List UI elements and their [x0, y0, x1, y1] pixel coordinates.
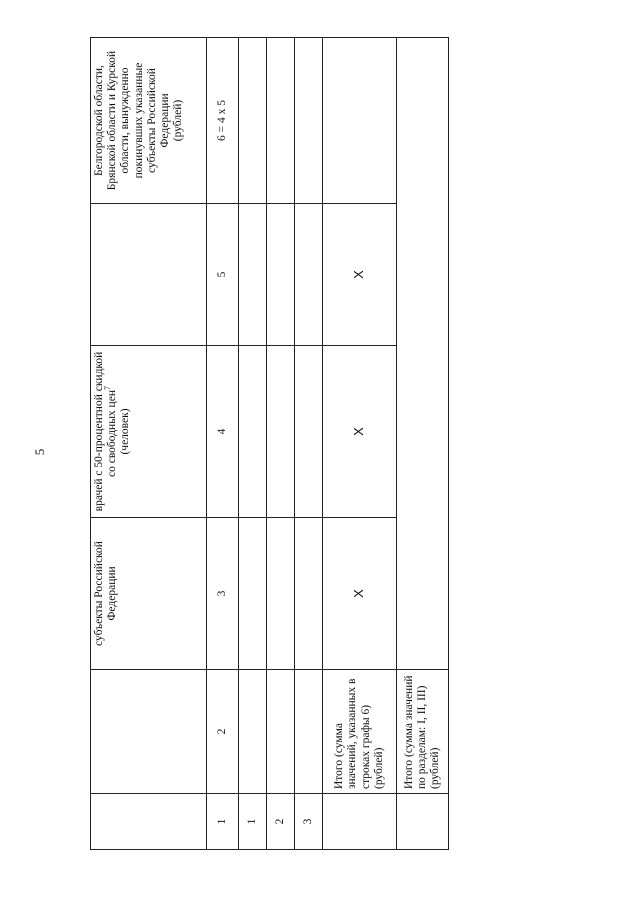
index-cell-1: 1	[207, 794, 239, 850]
document-table-area	[90, 38, 446, 850]
footnote-marker: 7	[103, 386, 113, 391]
row-number: 1	[239, 794, 267, 850]
index-cell-5: 5	[207, 204, 239, 346]
header-col-4-unit: (человек)	[119, 408, 132, 455]
header-col-6	[91, 38, 207, 204]
header-col-2	[91, 670, 207, 794]
index-cell-2: 2	[207, 670, 239, 794]
table-cell	[239, 518, 267, 670]
not-applicable-mark: X	[323, 204, 397, 346]
table-cell	[295, 38, 323, 204]
header-col-4-text: врачей с 50-процентной скидкой со свободных цен	[93, 351, 119, 512]
table-row	[239, 38, 267, 850]
table-cell	[239, 38, 267, 204]
subtotal-value-cell	[323, 38, 397, 204]
total-label: Итого (сумма значений по разделам: I, II, III) (рублей)	[397, 670, 449, 794]
header-col-3-text: субъекты Российской Федерации	[93, 541, 119, 646]
total-value-cell	[397, 38, 449, 670]
table-cell	[397, 794, 449, 850]
subtotal-row	[323, 38, 397, 850]
subtotal-label: Итого (сумма значений, указанных в строках графы 6) (рублей)	[323, 670, 397, 794]
not-applicable-mark: X	[323, 346, 397, 518]
table-cell	[267, 670, 295, 794]
header-col-6-text: Белгородской области, Брянской области и Курской области, вынужденно покинувших указанные субъекты Российской Федерации	[93, 50, 172, 191]
table-cell	[239, 204, 267, 346]
index-cell-4: 4	[207, 346, 239, 518]
header-col-3	[91, 518, 207, 670]
row-number: 3	[295, 794, 323, 850]
table-cell	[267, 346, 295, 518]
index-cell-3: 3	[207, 518, 239, 670]
table-cell	[295, 670, 323, 794]
table-cell	[323, 794, 397, 850]
column-index-row	[207, 38, 239, 850]
table-cell	[239, 670, 267, 794]
table-cell	[295, 518, 323, 670]
header-col-5	[91, 204, 207, 346]
header-col-4	[91, 346, 207, 518]
table-cell	[239, 346, 267, 518]
table-cell	[267, 204, 295, 346]
table-row	[267, 38, 295, 850]
total-row	[397, 38, 449, 850]
table-row	[295, 38, 323, 850]
page-number: 5	[32, 448, 47, 456]
index-cell-6: 6 = 4 x 5	[207, 38, 239, 204]
row-number: 2	[267, 794, 295, 850]
allocation-table	[90, 37, 449, 850]
table-cell	[267, 38, 295, 204]
header-col-1	[91, 794, 207, 850]
table-cell	[295, 204, 323, 346]
rotated-table-container	[90, 38, 446, 850]
header-col-6-unit: (рублей)	[172, 99, 185, 142]
table-cell	[267, 518, 295, 670]
not-applicable-mark: X	[323, 518, 397, 670]
table-cell	[295, 346, 323, 518]
header-row	[91, 38, 207, 850]
